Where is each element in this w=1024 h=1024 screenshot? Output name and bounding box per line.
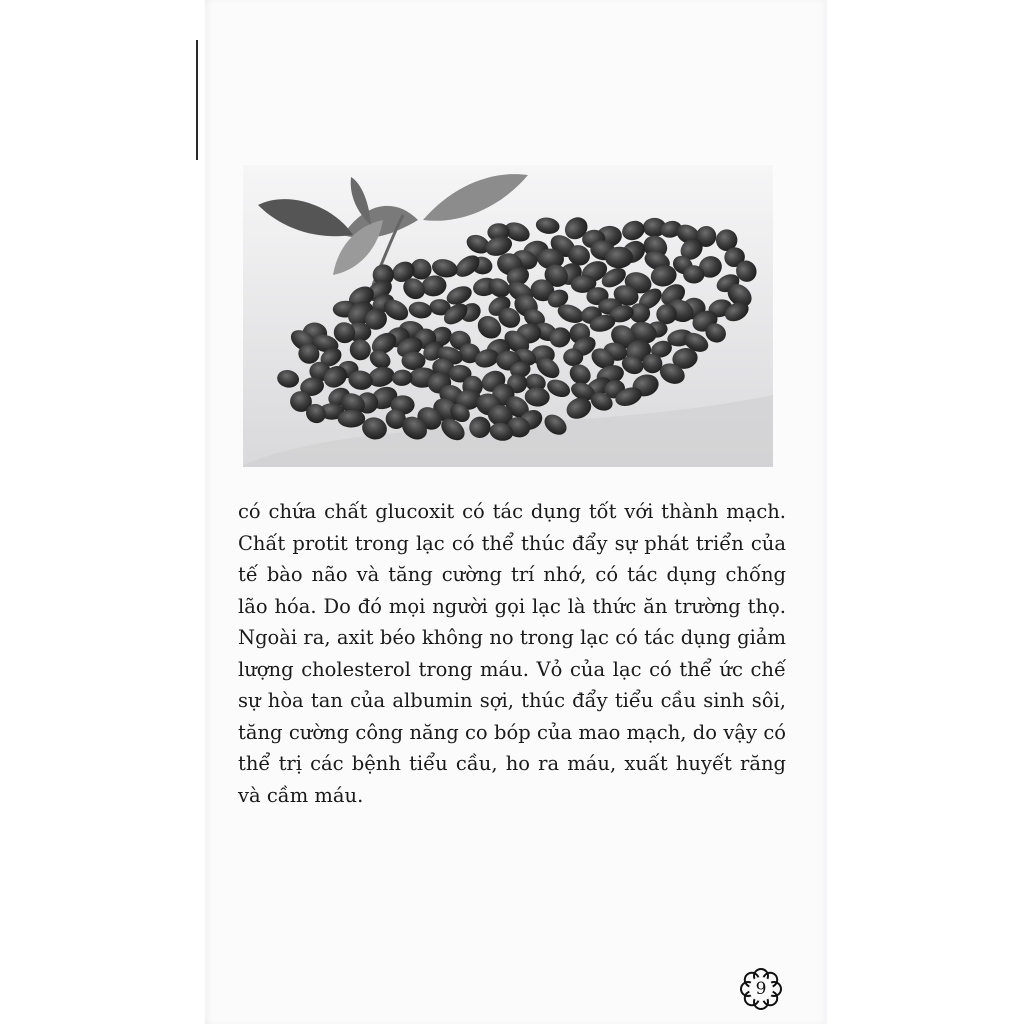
peanut bbox=[402, 352, 426, 371]
body-paragraph: có chứa chất glucoxit có tác dụng tốt với thành mạch. Chất protit trong lạc có thể thúc đẩy sự phát triển của tế bào não và tăng cường trí nhớ, có tác dụng chống lão hóa. Do đó mọi người gọi lạc là thức ăn trường thọ. Ngoài ra, axit béo không no trong lạc có tác dụng giảm lượng cholesterol trong máu. Vỏ của lạc có thể ức chế sự hòa tan của albumin sợi, thúc đẩy tiểu cầu sinh sôi, tăng cường công năng co bóp của mao mạch, do vậy có thể trị các bệnh tiểu cầu, ho ra máu, xuất huyết răng và cầm máu. bbox=[238, 500, 786, 807]
peanut-photo bbox=[243, 165, 773, 467]
peanut-photo-drawing bbox=[243, 165, 773, 467]
page-number: 9 bbox=[755, 979, 767, 999]
page-number-badge bbox=[738, 966, 784, 1012]
peanut bbox=[563, 348, 583, 366]
book-spine-edge bbox=[196, 40, 198, 160]
